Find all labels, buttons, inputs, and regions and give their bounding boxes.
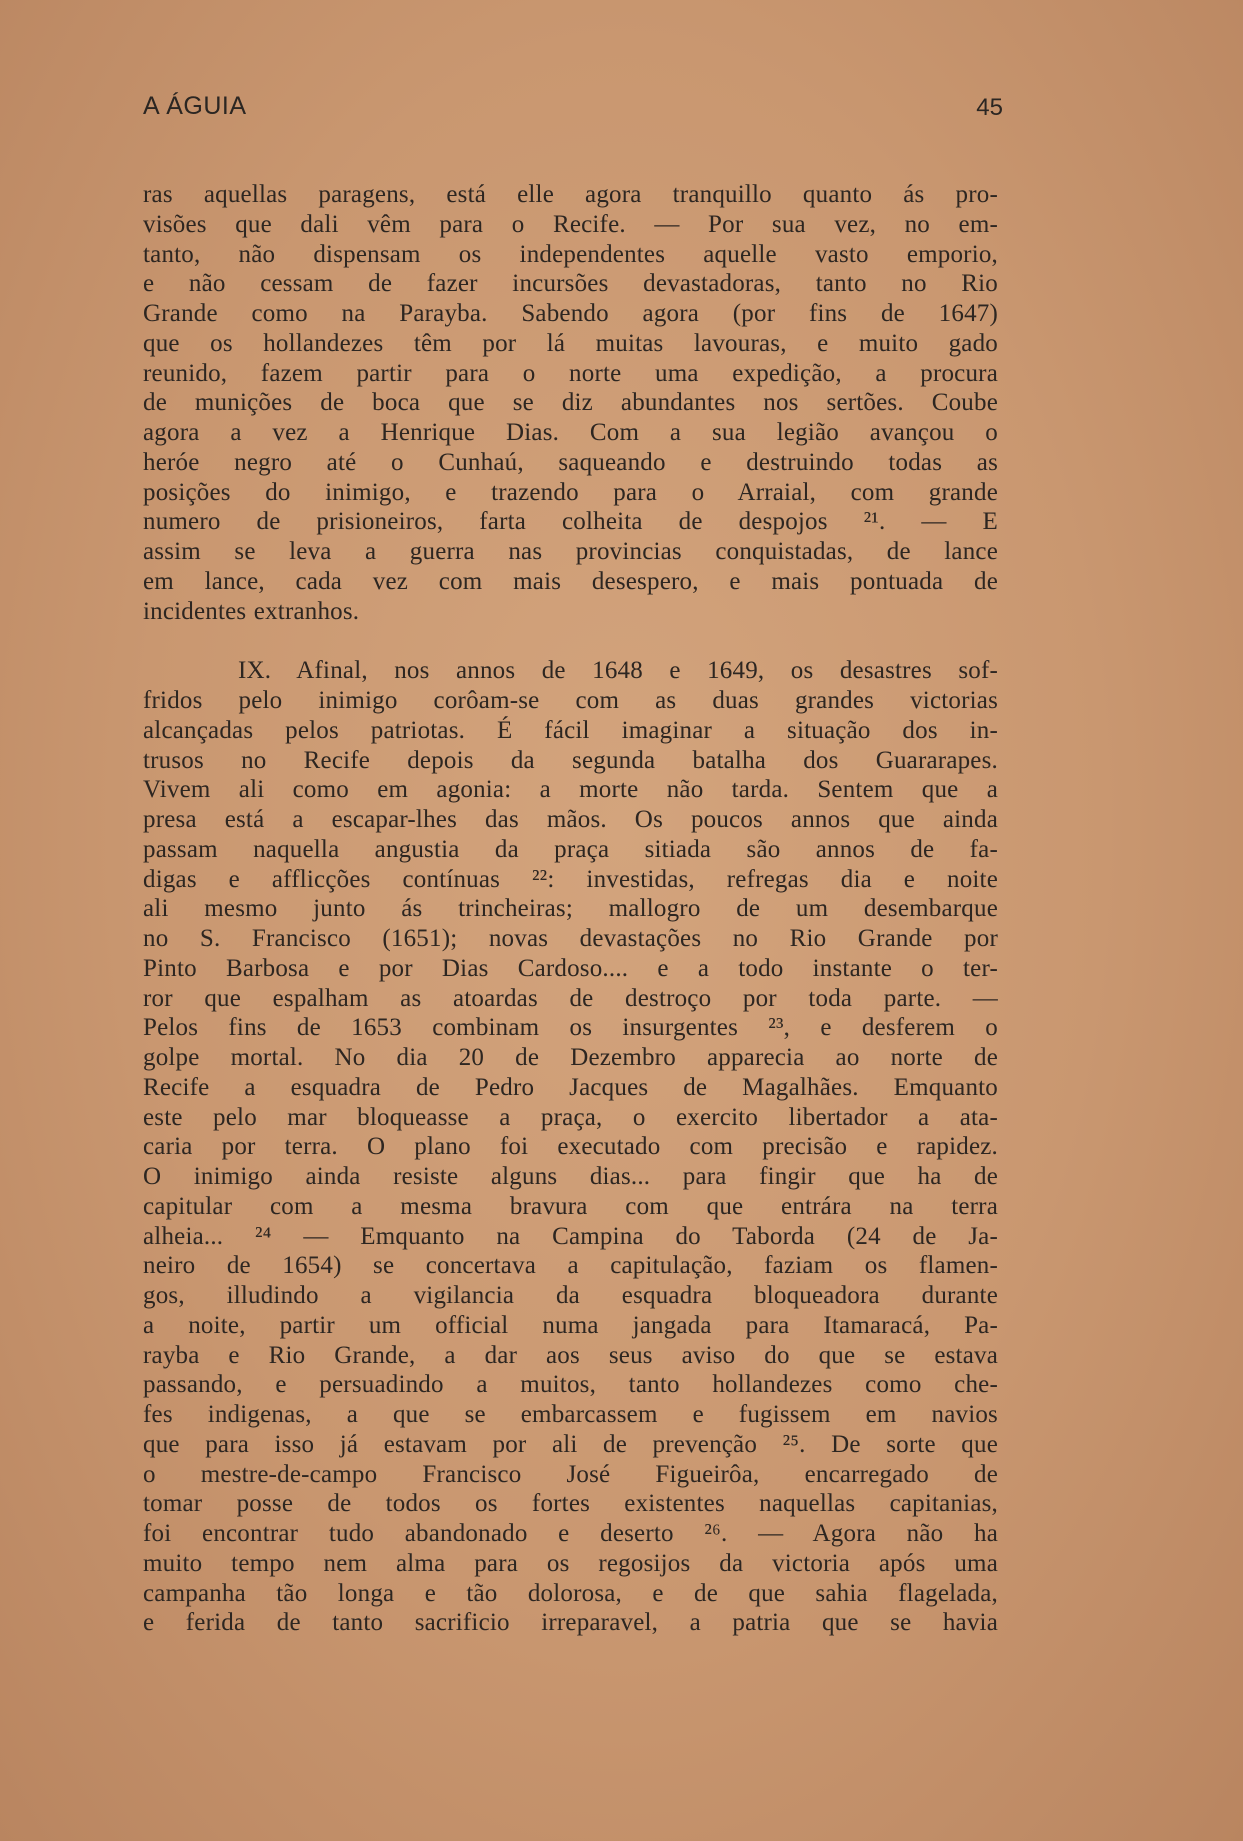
text-line: o mestre-de-campo Francisco José Figueirôa, encarregado de: [143, 1460, 998, 1488]
text-line: e ferida de tanto sacrificio irreparavel, a patria que se havia: [143, 1609, 998, 1637]
text-line: Pinto Barbosa e por Dias Cardoso.... e a todo instante o ter-: [143, 954, 998, 982]
text-line: a noite, partir um official numa jangada para Itamaracá, Pa-: [143, 1311, 998, 1339]
text-line: foi encontrar tudo abandonado e deserto ²⁶. — Agora não ha: [143, 1520, 998, 1547]
text-line: neiro de 1654) se concertava a capitulação, faziam os flamen-: [143, 1252, 998, 1280]
paragraph-gap: [143, 626, 998, 656]
text-line: este pelo mar bloqueasse a praça, o exercito libertador a ata-: [143, 1103, 998, 1131]
text-line: tanto, não dispensam os independentes aquelle vasto emporio,: [143, 240, 998, 268]
text-line: passando, e persuadindo a muitos, tanto hollandezes como che-: [143, 1371, 998, 1399]
paragraph-1: [143, 180, 998, 626]
text-line: fridos pelo inimigo corôam-se com as duas grandes victorias: [143, 687, 998, 714]
text-line: visões que dali vêm para o Recife. — Por sua vez, no em-: [143, 210, 998, 238]
text-line: agora a vez a Henrique Dias. Com a sua legião avançou o: [143, 419, 998, 446]
text-line: de munições de boca que se diz abundantes nos sertões. Coube: [143, 389, 998, 417]
text-line: presa está a escapar-lhes das mãos. Os poucos annos que ainda: [143, 806, 998, 833]
text-line: incidentes extranhos.: [143, 597, 360, 625]
text-line: muito tempo nem alma para os regosijos da victoria após uma: [143, 1549, 998, 1577]
text-line: no S. Francisco (1651); novas devastações no Rio Grande por: [143, 925, 998, 952]
text-line: IX. Afinal, nos annos de 1648 e 1649, os desastres sof-: [238, 657, 998, 685]
text-line: gos, illudindo a vigilancia da esquadra bloqueadora durante: [143, 1282, 998, 1309]
text-line: digas e afflicções contínuas ²²: investidas, refregas dia e noite: [143, 865, 998, 893]
text-line: assim se leva a guerra nas provincias conquistadas, de lance: [143, 538, 998, 565]
text-line: Recife a esquadra de Pedro Jacques de Magalhães. Emquanto: [143, 1073, 998, 1101]
text-line: em lance, cada vez com mais desespero, e mais pontuada de: [143, 567, 998, 595]
text-line: ras aquellas paragens, está elle agora tranquillo quanto ás pro-: [143, 181, 998, 208]
text-line: capitular com a mesma bravura com que entrára na terra: [143, 1192, 998, 1220]
text-line: Pelos fins de 1653 combinam os insurgentes ²³, e desferem o: [143, 1014, 998, 1042]
text-line: ali mesmo junto ás trincheiras; mallogro de um desembarque: [143, 895, 998, 923]
running-title: A ÁGUIA: [143, 92, 247, 120]
text-line: Vivem ali como em agonia: a morte não tarda. Sentem que a: [143, 776, 998, 804]
paragraph-2: [143, 656, 998, 1638]
page-header: [143, 92, 1003, 132]
text-line: golpe mortal. No dia 20 de Dezembro apparecia ao norte de: [143, 1044, 998, 1071]
text-line: campanha tão longa e tão dolorosa, e de que sahia flagelada,: [143, 1579, 998, 1607]
text-line: que para isso já estavam por ali de prevenção ²⁵. De sorte que: [143, 1430, 998, 1458]
text-line: caria por terra. O plano foi executado com precisão e rapidez.: [143, 1133, 998, 1161]
text-line: alheia... ²⁴ — Emquanto na Campina do Taborda (24 de Ja-: [143, 1222, 998, 1250]
text-line: ror que espalham as atoardas de destroço por toda parte. —: [143, 984, 998, 1012]
text-line: posições do inimigo, e trazendo para o Arraial, com grande: [143, 478, 998, 506]
text-line: numero de prisioneiros, farta colheita de despojos ²¹. — E: [143, 508, 998, 536]
text-line: que os hollandezes têm por lá muitas lavouras, e muito gado: [143, 329, 998, 357]
text-line: e não cessam de fazer incursões devastadoras, tanto no Rio: [143, 270, 998, 298]
text-line: passam naquella angustia da praça sitiada são annos de fa-: [143, 835, 998, 863]
text-line: rayba e Rio Grande, a dar aos seus aviso do que se estava: [143, 1341, 998, 1369]
text-line: alcançadas pelos patriotas. É fácil imaginar a situação dos in-: [143, 716, 998, 744]
text-line: trusos no Recife depois da segunda batalha dos Guararapes.: [143, 746, 998, 774]
page-number: 45: [976, 94, 1003, 121]
text-line: heróe negro até o Cunhaú, saqueando e destruindo todas as: [143, 448, 998, 476]
text-line: tomar posse de todos os fortes existentes naquellas capitanias,: [143, 1490, 998, 1518]
text-line: reunido, fazem partir para o norte uma expedição, a procura: [143, 359, 998, 387]
body-text: [143, 180, 998, 1638]
text-line: O inimigo ainda resiste alguns dias... para fingir que ha de: [143, 1163, 998, 1190]
text-line: Grande como na Parayba. Sabendo agora (por fins de 1647): [143, 300, 998, 327]
text-line: fes indigenas, a que se embarcassem e fugissem em navios: [143, 1401, 998, 1428]
